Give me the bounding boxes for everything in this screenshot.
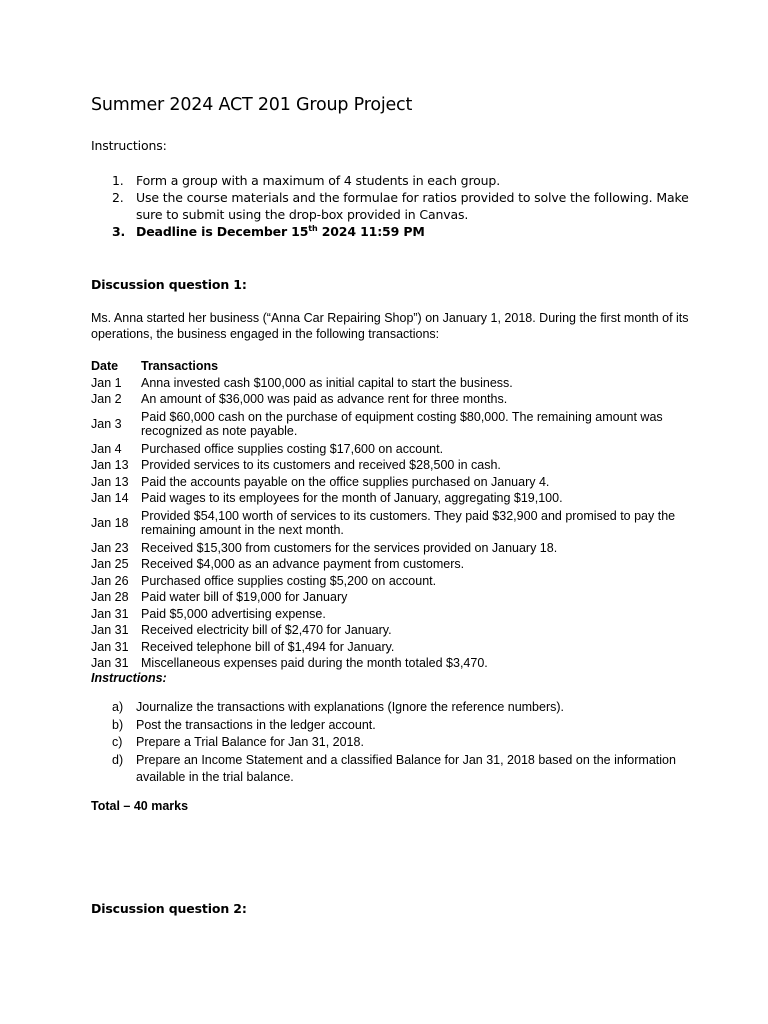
row-transaction: Purchased office supplies costing $5,200 on account. <box>141 573 437 588</box>
instruction-text: Use the course materials and the formulae for ratios provided to solve the following. Make sure to submit using the drop-box provided in Canvas. <box>136 190 689 222</box>
task-marker: a) <box>112 700 124 714</box>
instruction-number: 1. <box>112 173 124 188</box>
table-row <box>91 556 681 573</box>
task-item <box>91 699 691 717</box>
row-date: Jan 31 <box>91 623 129 637</box>
table-row <box>91 606 681 623</box>
table-row <box>91 441 681 458</box>
row-date: Jan 26 <box>91 573 129 588</box>
instruction-number: 2. <box>112 190 124 205</box>
table-header-row <box>91 358 681 375</box>
q1-intro: Ms. Anna started her business (“Anna Car Repairing Shop”) on January 1, 2018. During the first month of its operations, the business engaged in the following transactions: <box>91 311 689 341</box>
row-date: Jan 4 <box>91 441 122 456</box>
row-transaction: Provided $54,100 worth of services to its customers. They paid $32,900 and promised to pay the remaining amount in the next month. <box>141 509 676 537</box>
row-date: Jan 25 <box>91 557 129 571</box>
instruction-text: Form a group with a maximum of 4 students in each group. <box>136 173 501 188</box>
task-text: Prepare a Trial Balance for Jan 31, 2018. <box>136 735 364 749</box>
deadline-text-post: 2024 11:59 PM <box>317 224 425 239</box>
row-transaction: An amount of $36,000 was paid as advance rent for three months. <box>141 392 508 406</box>
row-transaction: Paid $5,000 advertising expense. <box>141 606 326 621</box>
transactions-table <box>91 358 681 672</box>
table-row <box>91 573 681 590</box>
q2-heading: Discussion question 2: <box>91 901 247 916</box>
task-text: Prepare an Income Statement and a classified Balance for Jan 31, 2018 based on the information available in the trial balance. <box>136 752 676 784</box>
task-marker: b) <box>112 717 124 732</box>
row-date: Jan 2 <box>91 392 122 406</box>
page-title: Summer 2024 ACT 201 Group Project <box>91 95 413 115</box>
column-header-date: Date <box>91 359 119 373</box>
deadline-text-sup: th <box>308 223 318 233</box>
row-date: Jan 31 <box>91 606 129 621</box>
row-date: Jan 28 <box>91 590 129 604</box>
table-row <box>91 490 681 507</box>
row-transaction: Miscellaneous expenses paid during the month totaled $3,470. <box>141 656 488 670</box>
row-date: Jan 13 <box>91 458 129 472</box>
column-header-transactions: Transactions <box>141 359 219 373</box>
task-marker: c) <box>112 735 123 749</box>
task-item <box>91 734 691 752</box>
row-transaction: Purchased office supplies costing $17,600 on account. <box>141 441 444 456</box>
row-transaction: Received $15,300 from customers for the services provided on January 18. <box>141 540 558 555</box>
row-date: Jan 31 <box>91 656 129 670</box>
row-transaction: Received electricity bill of $2,470 for January. <box>141 623 392 637</box>
instructions-list <box>91 172 691 240</box>
row-date: Jan 23 <box>91 540 129 555</box>
table-row <box>91 375 681 392</box>
instructions-label: Instructions: <box>91 138 167 153</box>
instruction-number: 3. <box>112 224 126 239</box>
instruction-item <box>91 189 691 223</box>
tasks-list <box>91 699 691 786</box>
table-row <box>91 540 681 557</box>
table-row <box>91 639 681 656</box>
table-row <box>91 457 681 474</box>
row-date: Jan 3 <box>91 416 122 431</box>
task-text: Journalize the transactions with explanations (Ignore the reference numbers). <box>136 700 565 714</box>
table-row <box>91 408 681 441</box>
row-transaction: Received $4,000 as an advance payment from customers. <box>141 557 465 571</box>
table-row <box>91 391 681 408</box>
deadline-text-pre: Deadline is December 15 <box>136 224 309 239</box>
deadline-item <box>91 223 691 240</box>
instruction-item <box>91 172 691 189</box>
row-date: Jan 13 <box>91 474 129 489</box>
task-item <box>91 752 691 786</box>
row-date: Jan 14 <box>91 491 129 505</box>
table-row <box>91 589 681 606</box>
task-marker: d) <box>112 752 124 767</box>
row-transaction: Provided services to its customers and received $28,500 in cash. <box>141 458 501 472</box>
task-text: Post the transactions in the ledger account. <box>136 717 376 732</box>
table-row <box>91 622 681 639</box>
q1-total: Total – 40 marks <box>91 799 189 813</box>
table-row <box>91 474 681 491</box>
row-transaction: Paid $60,000 cash on the purchase of equipment costing $80,000. The remaining amount was recognized as note payable. <box>141 410 663 438</box>
row-transaction: Anna invested cash $100,000 as initial capital to start the business. <box>141 375 513 390</box>
row-date: Jan 1 <box>91 375 122 390</box>
q1-heading: Discussion question 1: <box>91 277 247 292</box>
task-item <box>91 717 691 735</box>
row-transaction: Received telephone bill of $1,494 for January. <box>141 639 395 654</box>
row-date: Jan 18 <box>91 515 129 530</box>
table-row <box>91 655 681 672</box>
row-transaction: Paid wages to its employees for the month of January, aggregating $19,100. <box>141 491 563 505</box>
row-date: Jan 31 <box>91 639 129 654</box>
row-transaction: Paid the accounts payable on the office supplies purchased on January 4. <box>141 474 550 489</box>
q1-instructions-label: Instructions: <box>91 671 167 685</box>
row-transaction: Paid water bill of $19,000 for January <box>141 590 348 604</box>
table-row <box>91 507 681 540</box>
